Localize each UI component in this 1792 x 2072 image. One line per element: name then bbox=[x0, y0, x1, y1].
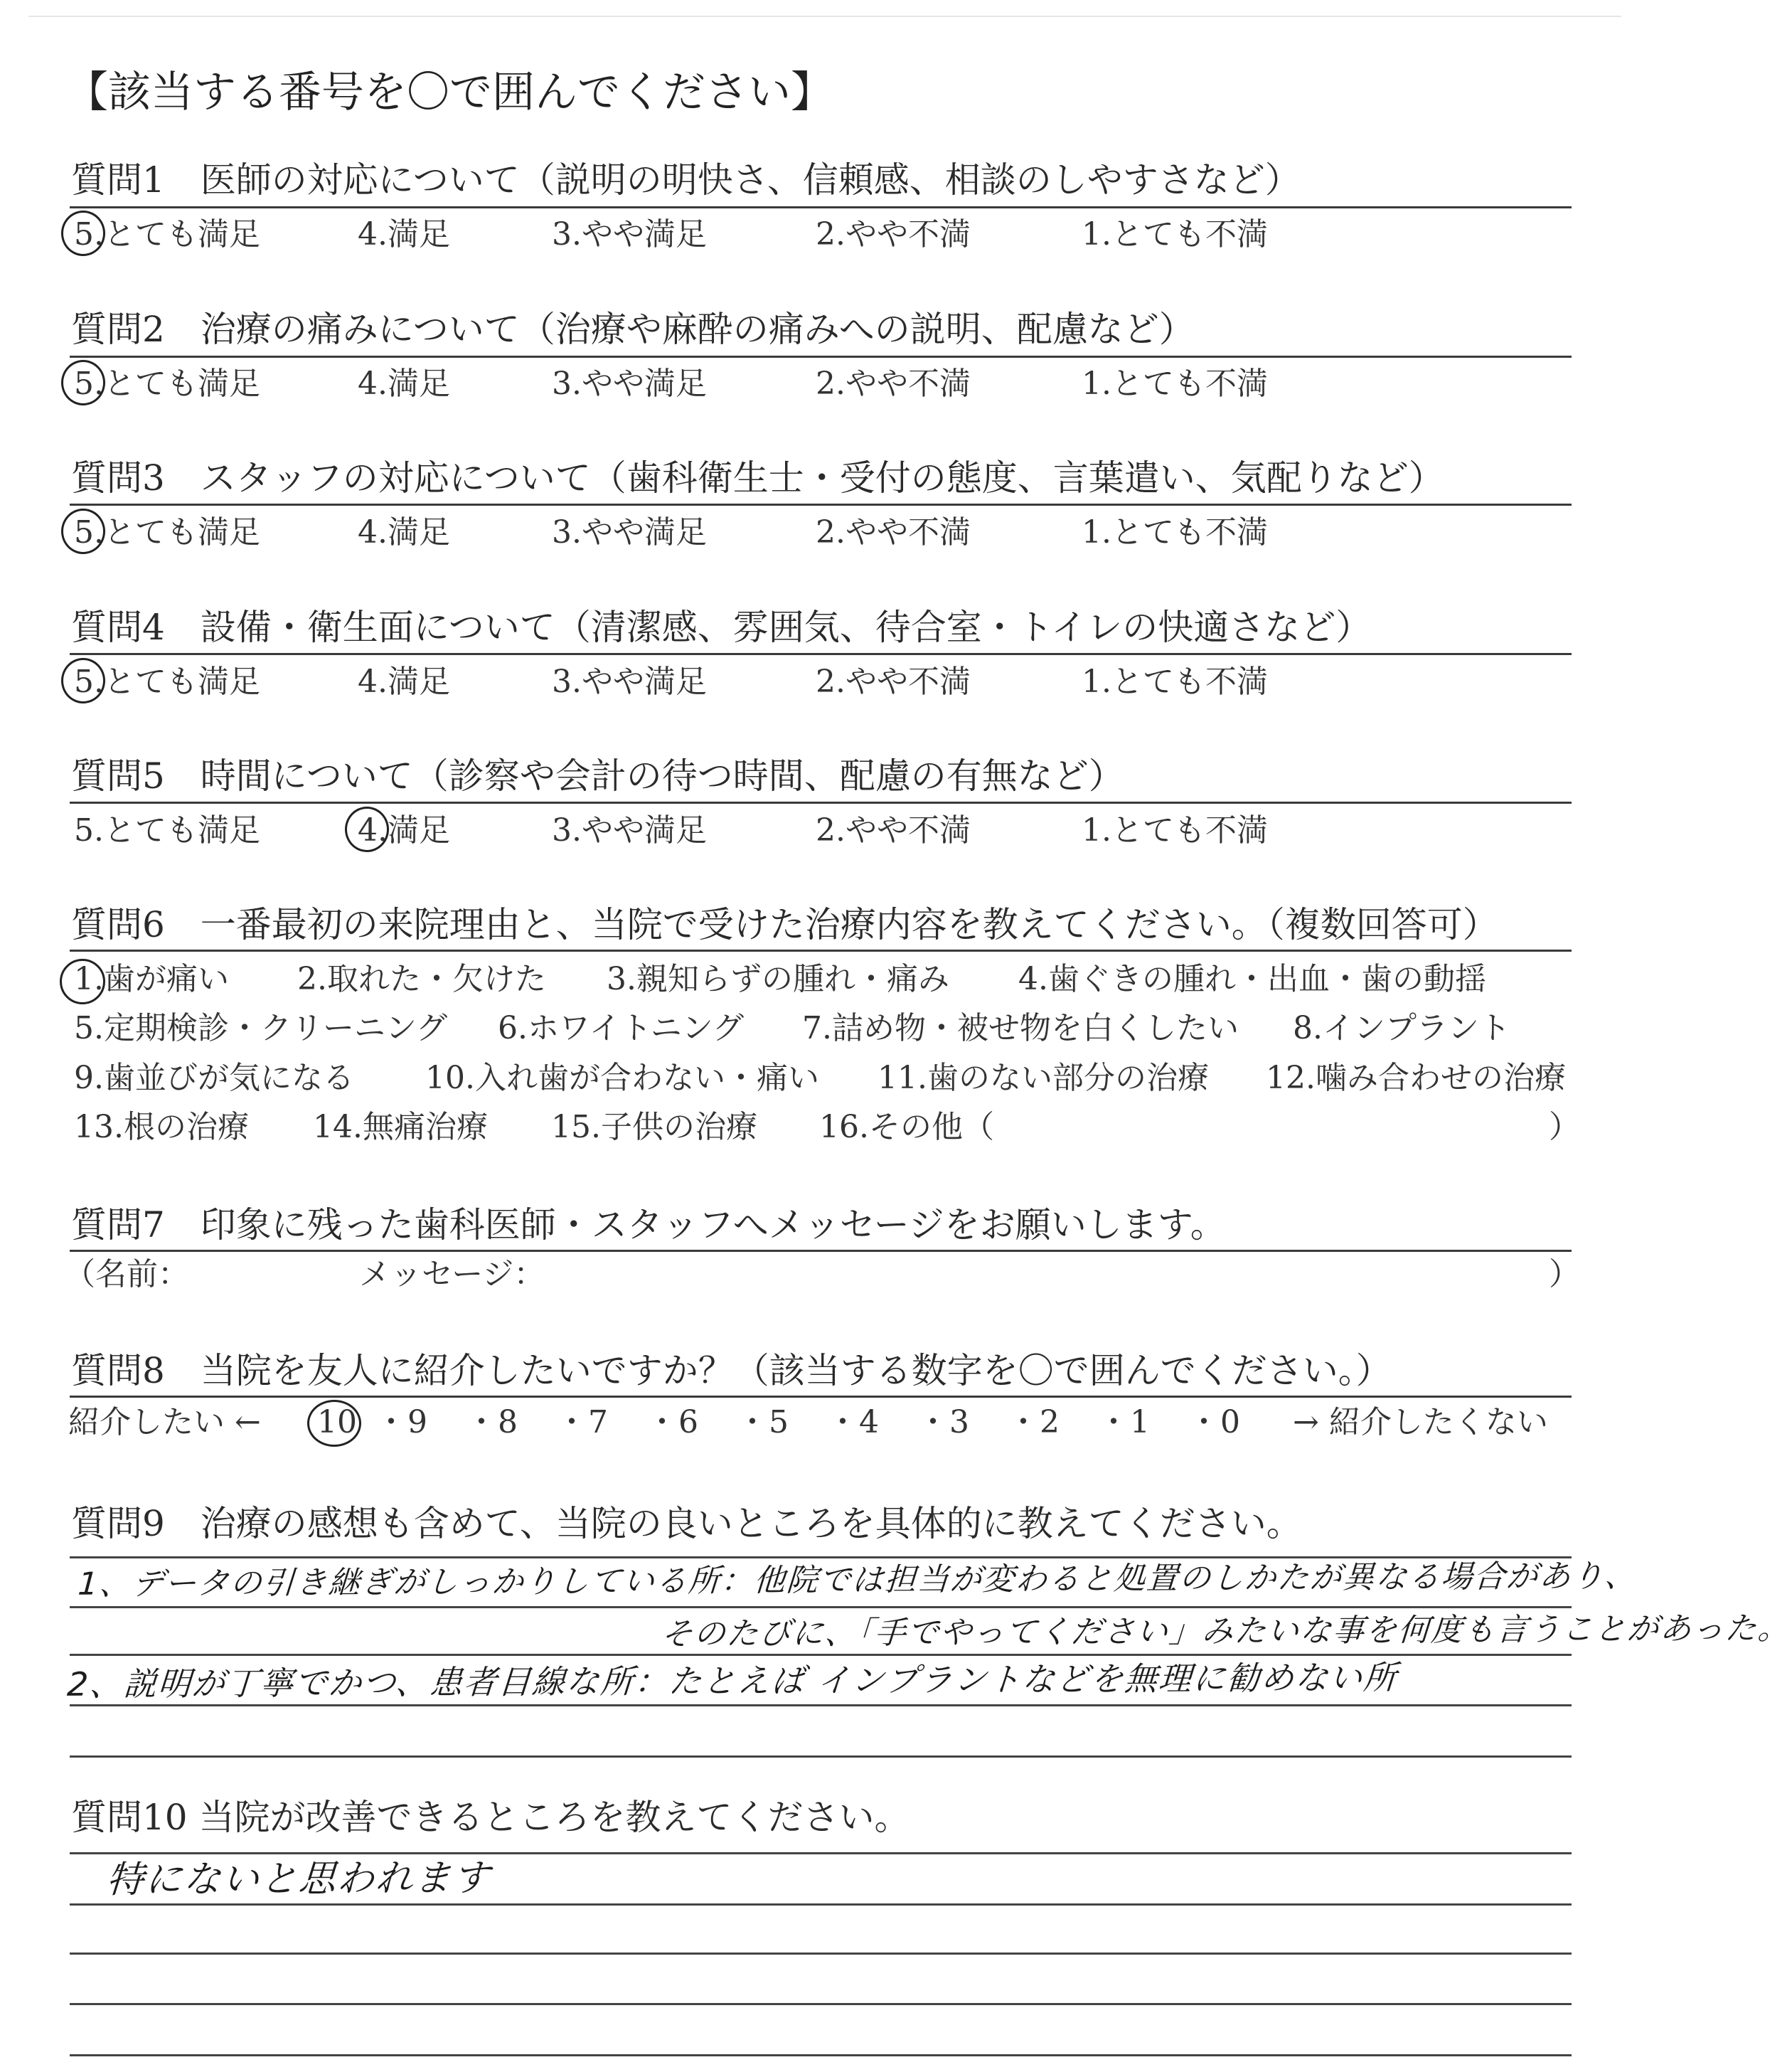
q4-option[interactable]: 1.とても不満 bbox=[1082, 664, 1268, 700]
q3-option[interactable]: 1.とても不満 bbox=[1082, 514, 1268, 551]
question-3-label: 質問3 スタッフの対応について（歯科衛生士・受付の態度、言葉遣い、気配りなど） bbox=[71, 457, 1444, 499]
q2-option[interactable]: 5.とても満足 bbox=[74, 366, 260, 402]
q5-answer-circle bbox=[345, 807, 389, 852]
q6-option[interactable]: 7.詰め物・被せ物を白くしたい bbox=[802, 1010, 1239, 1046]
q10-line-2 bbox=[70, 1903, 1572, 1906]
q9-answer-line-2: そのたびに、「手でやってください」みたいな事を何度も言うことがあった。 bbox=[660, 1610, 1792, 1653]
q8-answer-circle bbox=[307, 1400, 361, 1447]
question-4-rule bbox=[70, 653, 1572, 655]
question-5-label: 質問5 時間について（診察や会計の待つ時間、配慮の有無など） bbox=[71, 755, 1124, 797]
q8-left-label: 紹介したい ← bbox=[68, 1404, 261, 1440]
q8-scale-value[interactable]: 3 bbox=[949, 1404, 969, 1440]
q1-option[interactable]: 4.満足 bbox=[358, 216, 450, 253]
q8-scale-separator: ・ bbox=[466, 1404, 497, 1440]
q6-option[interactable]: 14.無痛治療 bbox=[313, 1109, 488, 1145]
q8-scale-value[interactable]: 10 bbox=[317, 1404, 357, 1440]
q4-option[interactable]: 2.やや不満 bbox=[816, 664, 971, 700]
q7-name-label: （名前： bbox=[64, 1256, 189, 1292]
q6-option[interactable]: 10.入れ歯が合わない・痛い bbox=[425, 1060, 819, 1096]
q6-answer-circle bbox=[60, 959, 105, 1004]
q3-option[interactable]: 5.とても満足 bbox=[74, 514, 260, 551]
q8-scale-value[interactable]: 4 bbox=[859, 1404, 879, 1440]
q5-option[interactable]: 5.とても満足 bbox=[74, 812, 260, 849]
q5-option[interactable]: 3.やや満足 bbox=[552, 812, 707, 849]
question-1-label: 質問1 医師の対応について（説明の明快さ、信頼感、相談のしやすさなど） bbox=[71, 159, 1301, 201]
question-4-label: 質問4 設備・衛生面について（清潔感、雰囲気、待合室・トイレの快適さなど） bbox=[71, 607, 1372, 648]
q9-line-2 bbox=[70, 1606, 1572, 1608]
question-9-label: 質問9 治療の感想も含めて、当院の良いところを具体的に教えてください。 bbox=[71, 1503, 1302, 1544]
q9-line-5 bbox=[70, 1755, 1572, 1758]
q10-line-1 bbox=[70, 1852, 1572, 1854]
q8-scale-value[interactable]: 0 bbox=[1220, 1404, 1240, 1440]
q6-option[interactable]: 13.根の治療 bbox=[74, 1109, 249, 1145]
question-7-rule bbox=[70, 1250, 1572, 1252]
q6-option[interactable]: 6.ホワイトニング bbox=[498, 1010, 745, 1046]
q8-scale-value[interactable]: 6 bbox=[678, 1404, 698, 1440]
question-8-rule bbox=[70, 1396, 1572, 1398]
q8-scale-separator: ・ bbox=[646, 1404, 678, 1440]
q1-answer-circle bbox=[61, 211, 105, 256]
q4-option[interactable]: 3.やや満足 bbox=[552, 664, 707, 700]
q8-scale-separator: ・ bbox=[556, 1404, 587, 1440]
q5-option[interactable]: 2.やや不満 bbox=[816, 812, 971, 849]
q6-option[interactable]: 4.歯ぐきの腫れ・出血・歯の動揺 bbox=[1018, 961, 1486, 997]
q8-scale-value[interactable]: 1 bbox=[1130, 1404, 1150, 1440]
q4-answer-circle bbox=[61, 658, 105, 703]
q5-option[interactable]: 4.満足 bbox=[358, 812, 450, 849]
q7-close-paren: ） bbox=[1549, 1256, 1580, 1292]
q2-answer-circle bbox=[61, 360, 105, 405]
q2-option[interactable]: 3.やや満足 bbox=[552, 366, 707, 402]
q6-option[interactable]: 12.噛み合わせの治療 bbox=[1266, 1060, 1566, 1096]
q9-answer-line-1: 1、データの引き継ぎがしっかりしている所：他院では担当が変わると処置のしかたが異なる場合があり、 bbox=[76, 1558, 1639, 1603]
q8-scale-value[interactable]: 9 bbox=[407, 1404, 427, 1440]
q6-option[interactable]: 11.歯のない部分の治療 bbox=[878, 1060, 1209, 1096]
question-2-label: 質問2 治療の痛みについて（治療や麻酔の痛みへの説明、配慮など） bbox=[71, 309, 1195, 350]
q6-option[interactable]: 9.歯並びが気になる bbox=[74, 1060, 354, 1096]
q1-option[interactable]: 3.やや満足 bbox=[552, 216, 707, 253]
q6-option[interactable]: 3.親知らずの腫れ・痛み bbox=[607, 961, 949, 997]
q6-option[interactable]: 8.インプラント bbox=[1293, 1010, 1510, 1046]
q10-answer-line-1: 特にないと思われます bbox=[105, 1856, 493, 1902]
q8-right-label: → 紹介したくない bbox=[1293, 1404, 1548, 1440]
q8-scale-separator: ・ bbox=[1098, 1404, 1129, 1440]
q10-line-4 bbox=[70, 2003, 1572, 2005]
question-3-rule bbox=[70, 504, 1572, 506]
q4-option[interactable]: 5.とても満足 bbox=[74, 664, 260, 700]
q8-scale-separator: ・ bbox=[737, 1404, 768, 1440]
q4-option[interactable]: 4.満足 bbox=[358, 664, 450, 700]
q2-option[interactable]: 4.満足 bbox=[358, 366, 450, 402]
q8-scale-separator: ・ bbox=[375, 1404, 407, 1440]
question-6-rule bbox=[70, 950, 1572, 952]
q6-option[interactable]: 2.取れた・欠けた bbox=[297, 961, 546, 997]
q8-scale-separator: ・ bbox=[827, 1404, 858, 1440]
q3-option[interactable]: 4.満足 bbox=[358, 514, 450, 551]
q2-option[interactable]: 2.やや不満 bbox=[816, 366, 971, 402]
q8-scale-value[interactable]: 7 bbox=[588, 1404, 608, 1440]
q8-scale-separator: ・ bbox=[917, 1404, 949, 1440]
q1-option[interactable]: 5.とても満足 bbox=[74, 216, 260, 253]
q8-scale-value[interactable]: 8 bbox=[498, 1404, 518, 1440]
q9-line-1 bbox=[70, 1556, 1572, 1558]
q1-option[interactable]: 1.とても不満 bbox=[1082, 216, 1268, 253]
q10-line-3 bbox=[70, 1953, 1572, 1955]
q8-scale-separator: ・ bbox=[1008, 1404, 1039, 1440]
question-6-label: 質問6 一番最初の来院理由と、当院で受けた治療内容を教えてください。（複数回答可） bbox=[71, 904, 1498, 945]
question-10-label: 質問10 当院が改善できるところを教えてください。 bbox=[71, 1797, 910, 1838]
q8-scale-separator: ・ bbox=[1188, 1404, 1220, 1440]
q3-option[interactable]: 3.やや満足 bbox=[552, 514, 707, 551]
q6-option[interactable]: 1.歯が痛い bbox=[74, 961, 229, 997]
q2-option[interactable]: 1.とても不満 bbox=[1082, 366, 1268, 402]
q3-answer-circle bbox=[61, 509, 105, 554]
question-1-rule bbox=[70, 206, 1572, 208]
q6-option[interactable]: 16.その他（ bbox=[819, 1109, 994, 1145]
q3-option[interactable]: 2.やや不満 bbox=[816, 514, 971, 551]
q1-option[interactable]: 2.やや不満 bbox=[816, 216, 971, 253]
question-5-rule bbox=[70, 802, 1572, 804]
q9-line-3 bbox=[70, 1654, 1572, 1656]
q6-option[interactable]: 5.定期検診・クリーニング bbox=[74, 1010, 448, 1046]
page-header: 【該当する番号を〇で囲んでください】 bbox=[65, 68, 833, 117]
q9-line-4 bbox=[70, 1704, 1572, 1706]
q5-option[interactable]: 1.とても不満 bbox=[1082, 812, 1268, 849]
q6-option[interactable]: 15.子供の治療 bbox=[551, 1109, 757, 1145]
q8-scale-value[interactable]: 2 bbox=[1040, 1404, 1060, 1440]
q7-message-label: メッセージ： bbox=[359, 1256, 545, 1292]
question-2-rule bbox=[70, 356, 1572, 358]
q8-scale-value[interactable]: 5 bbox=[769, 1404, 789, 1440]
q10-line-5 bbox=[70, 2054, 1572, 2056]
q6-other-close-paren: ） bbox=[1549, 1109, 1580, 1145]
q9-answer-line-3: 2、説明が丁寧でかつ、患者目線な所：たとえば インプラントなどを無理に勧めない所 bbox=[65, 1658, 1399, 1704]
question-8-label: 質問8 当院を友人に紹介したいですか？（該当する数字を〇で囲んでください。） bbox=[71, 1350, 1392, 1391]
top-border bbox=[28, 16, 1621, 17]
question-7-label: 質問7 印象に残った歯科医師・スタッフへメッセージをお願いします。 bbox=[71, 1204, 1226, 1245]
